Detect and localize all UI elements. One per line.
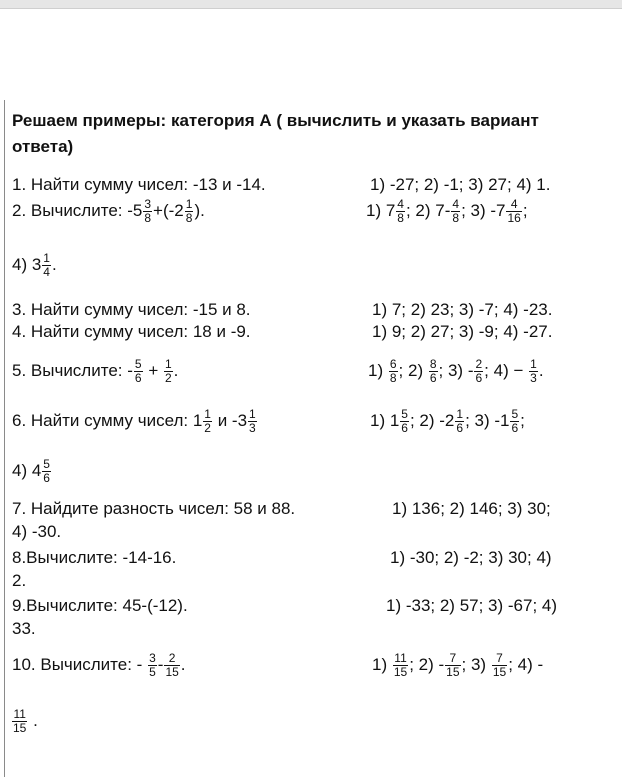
answers-8: 1) -30; 2) -2; 3) 30; 4) bbox=[390, 548, 552, 567]
answers-2: 1) 7 $\frac{4}{8}$ ; 2) 7- $\frac{4}{8}$ ; 3) -7 $\frac{4}{16}$ ; bbox=[366, 197, 528, 225]
top-bar bbox=[0, 0, 622, 8]
title-line-2: ответа) bbox=[12, 137, 74, 156]
task-8: 8.Вычислите: -14-16. bbox=[12, 548, 177, 567]
task-1: 1. Найти сумму чисел: -13 и -14. bbox=[12, 175, 266, 194]
task-5: 5. Вычислите: - $\frac{5}{6}$ + $\frac{1}{2}$ . bbox=[12, 357, 179, 385]
answers-5: 1) $\frac{6}{8}$ ; 2) $\frac{8}{6}$ ; 3) - $\frac{2}{6}$ ; 4) − $\frac{1}{3}$ . bbox=[368, 357, 544, 385]
answers-10-cont: $\frac{11}{15}$ . bbox=[13, 707, 38, 735]
answers-8-cont: 2. bbox=[12, 571, 27, 590]
answers-9: 1) -33; 2) 57; 3) -67; 4) bbox=[386, 596, 558, 615]
answers-1: 1) -27; 2) -1; 3) 27; 4) 1. bbox=[370, 175, 551, 194]
answers-10: 1) $\frac{11}{15}$ ; 2) - $\frac{7}{15}$ ; 3) $\frac{7}{15}$ ; 4) - bbox=[372, 651, 544, 679]
title-line-1: Решаем примеры: категория А ( вычислить и указать вариант bbox=[12, 111, 539, 130]
task-6: 6. Найти сумму чисел: 1 $\frac{1}{2}$ и -3 $\frac{1}{3}$ bbox=[12, 407, 256, 435]
answers-6-cont: 4) 4 $\frac{5}{6}$ bbox=[12, 457, 50, 485]
answers-7-cont: 4) -30. bbox=[12, 522, 62, 541]
answers-9-cont: 33. bbox=[12, 619, 36, 638]
answers-3: 1) 7; 2) 23; 3) -7; 4) -23. bbox=[372, 300, 553, 319]
task-10: 10. Вычислите: - $\frac{3}{5}$ - $\frac{2}{15}$ . bbox=[12, 651, 186, 679]
task-4: 4. Найти сумму чисел: 18 и -9. bbox=[12, 322, 251, 341]
task-2: 2. Вычислите: -5 $\frac{3}{8}$ +(-2 $\frac{1}{8}$ ). bbox=[12, 197, 205, 225]
answers-7: 1) 136; 2) 146; 3) 30; bbox=[392, 499, 551, 518]
answers-6: 1) 1 $\frac{5}{6}$ ; 2) -2 $\frac{1}{6}$ ; 3) -1 $\frac{5}{6}$ ; bbox=[370, 407, 525, 435]
left-border bbox=[4, 100, 5, 777]
task-9: 9.Вычислите: 45-(-12). bbox=[12, 596, 188, 615]
answers-4: 1) 9; 2) 27; 3) -9; 4) -27. bbox=[372, 322, 553, 341]
answers-2-cont: 4) 3 $\frac{1}{4}$ . bbox=[12, 251, 57, 279]
top-divider bbox=[0, 8, 622, 9]
task-3: 3. Найти сумму чисел: -15 и 8. bbox=[12, 300, 251, 319]
task-7: 7. Найдите разность чисел: 58 и 88. bbox=[12, 499, 296, 518]
